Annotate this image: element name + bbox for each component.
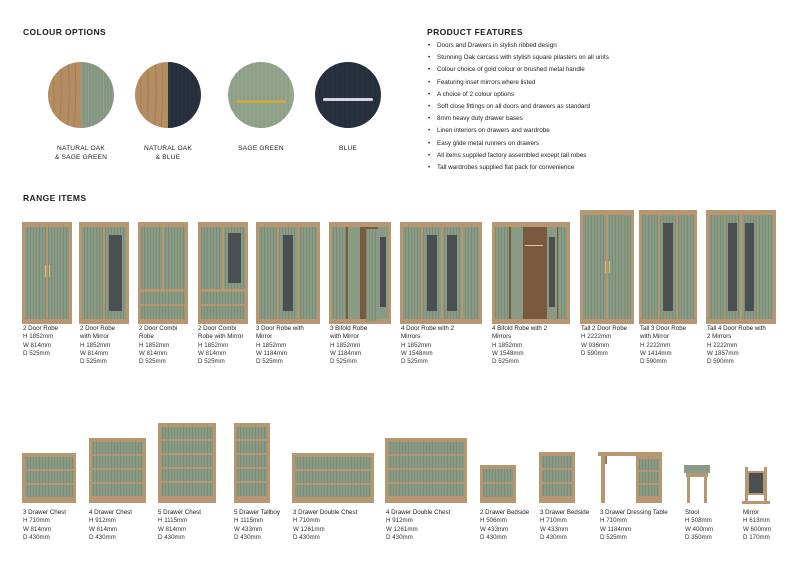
wardrobe-label: 2 Door Combi Robe H 1852mm W 814mm D 525mm	[139, 325, 178, 366]
chest-2-drawer-bedside	[480, 465, 516, 503]
range-items-heading: RANGE ITEMS	[23, 193, 87, 203]
chest-3-drawer-double	[292, 453, 374, 503]
chest-illustrations	[0, 415, 800, 515]
wardrobe-label: Tall 2 Door Robe H 2222mm W 936mm D 590mm	[581, 325, 628, 357]
feature-item: • 8mm heavy duty drawer bases	[427, 113, 609, 125]
feature-item: • Colour choice of gold colour or brushed metal handle	[427, 64, 609, 76]
chest-5-drawer-tallboy	[234, 423, 270, 503]
chest-4-drawer	[89, 438, 146, 503]
wardrobe-label: Tall 4 Door Robe with 2 Mirrors H 2222mm W 1857mm D 590mm	[707, 325, 766, 366]
chest-label: 5 Drawer Chest H 1115mm W 814mm D 430mm	[158, 509, 201, 541]
wardrobe-tall-3-door-robe-mirror	[639, 210, 697, 324]
feature-item: • Tall wardrobes supplied flat pack for convenience	[427, 162, 609, 174]
wardrobe-4-bifold-robe-2-mirrors	[492, 222, 570, 324]
feature-item: • Stunning Oak carcass with stylish square pilasters on all units	[427, 52, 609, 64]
wardrobe-2-door-combi-robe-mirror	[198, 222, 248, 324]
swatch-label-sage-green: SAGE GREEN	[238, 145, 284, 152]
feature-item: • Featuring inset mirrors where listed	[427, 77, 609, 89]
chest-3-drawer	[22, 453, 76, 503]
swatch-natural-oak-sage-green	[48, 62, 114, 128]
wardrobe-label: 4 Bifold Robe with 2 Mirrors H 1852mm W 1548mm D 525mm	[492, 325, 548, 366]
swatch-natural-oak-blue	[135, 62, 201, 128]
feature-item: • All items supplied factory assembled except tall robes	[427, 150, 609, 162]
wardrobe-tall-4-door-robe-2-mirrors	[706, 210, 776, 324]
wardrobe-3-bifold-robe-mirror	[329, 222, 391, 324]
wardrobe-4-door-robe-2-mirrors	[400, 222, 482, 324]
dressing-table-3-drawer	[598, 452, 662, 503]
swatch-label-natural-oak-blue: NATURAL OAK & BLUE	[144, 145, 192, 161]
colour-options-heading: COLOUR OPTIONS	[23, 27, 107, 37]
chest-label: 3 Drawer Chest H 710mm W 814mm D 430mm	[23, 509, 66, 541]
chest-3-drawer-bedside	[539, 452, 575, 503]
swatch-blue	[315, 62, 381, 128]
feature-item: • Doors and Drawers in stylish ribbed design	[427, 40, 609, 52]
feature-item: • Linen interiors on drawers and wardrobe	[427, 125, 609, 137]
wardrobe-label: 3 Bifold Robe with Mirror H 1852mm W 1184mm D 525mm	[330, 325, 368, 366]
chest-label: Stool H 508mm W 400mm D 350mm	[685, 509, 714, 541]
feature-item: • A choice of 2 colour options	[427, 89, 609, 101]
stool	[684, 465, 710, 503]
feature-list	[427, 40, 609, 174]
wardrobe-2-door-robe-mirror	[79, 222, 129, 324]
wardrobe-label: 2 Door Combi Robe with Mirror H 1852mm W 814mm D 525mm	[198, 325, 244, 366]
wardrobe-tall-2-door-robe	[580, 210, 634, 324]
chest-5-drawer	[158, 423, 216, 503]
swatch-label-natural-oak-sage-green: NATURAL OAK & SAGE GREEN	[54, 145, 108, 161]
feature-item: • Easy glide metal runners on drawers	[427, 138, 609, 150]
mirror	[742, 467, 770, 504]
chest-4-drawer-double	[385, 438, 467, 503]
wardrobe-label: 3 Door Robe with Mirror H 1852mm W 1184mm D 525mm	[256, 325, 304, 366]
swatch-sage-green	[228, 62, 294, 128]
chest-label: 4 Drawer Double Chest H 912mm W 1261mm D 430mm	[386, 509, 451, 541]
wardrobe-illustrations	[0, 205, 800, 335]
swatch-label-blue: BLUE	[338, 145, 358, 152]
wardrobe-label: 2 Door Robe with Mirror H 1852mm W 814mm D 525mm	[80, 325, 116, 366]
chest-label: Mirror H 613mm W 600mm D 170mm	[743, 509, 772, 541]
chest-label: 3 Drawer Bedside H 710mm W 433mm D 430mm	[540, 509, 590, 541]
chest-label: 5 Drawer Tallboy H 1115mm W 433mm D 430mm	[234, 509, 280, 541]
wardrobe-label: 2 Door Robe H 1852mm W 814mm D 525mm	[23, 325, 59, 357]
wardrobe-2-door-robe	[22, 222, 72, 324]
product-features-heading: PRODUCT FEATURES	[427, 27, 523, 37]
wardrobe-label: 4 Door Robe with 2 Mirrors H 1852mm W 1548mm D 525mm	[401, 325, 454, 366]
wardrobe-label: Tall 3 Door Robe with Mirror H 2222mm W 1414mm D 590mm	[640, 325, 687, 366]
wardrobe-2-door-combi-robe	[138, 222, 188, 324]
chest-label: 2 Drawer Bedside H 506mm W 433mm D 430mm	[480, 509, 530, 541]
chest-label: 4 Drawer Chest H 912mm W 814mm D 430mm	[89, 509, 132, 541]
chest-label: 3 Drawer Dressing Table H 710mm W 1184mm D 525mm	[600, 509, 668, 541]
chest-label: 3 Drawer Double Chest H 710mm W 1261mm D 430mm	[293, 509, 358, 541]
wardrobe-3-door-robe-mirror	[256, 222, 320, 324]
feature-item: • Soft close fittings on all doors and drawers as standard	[427, 101, 609, 113]
